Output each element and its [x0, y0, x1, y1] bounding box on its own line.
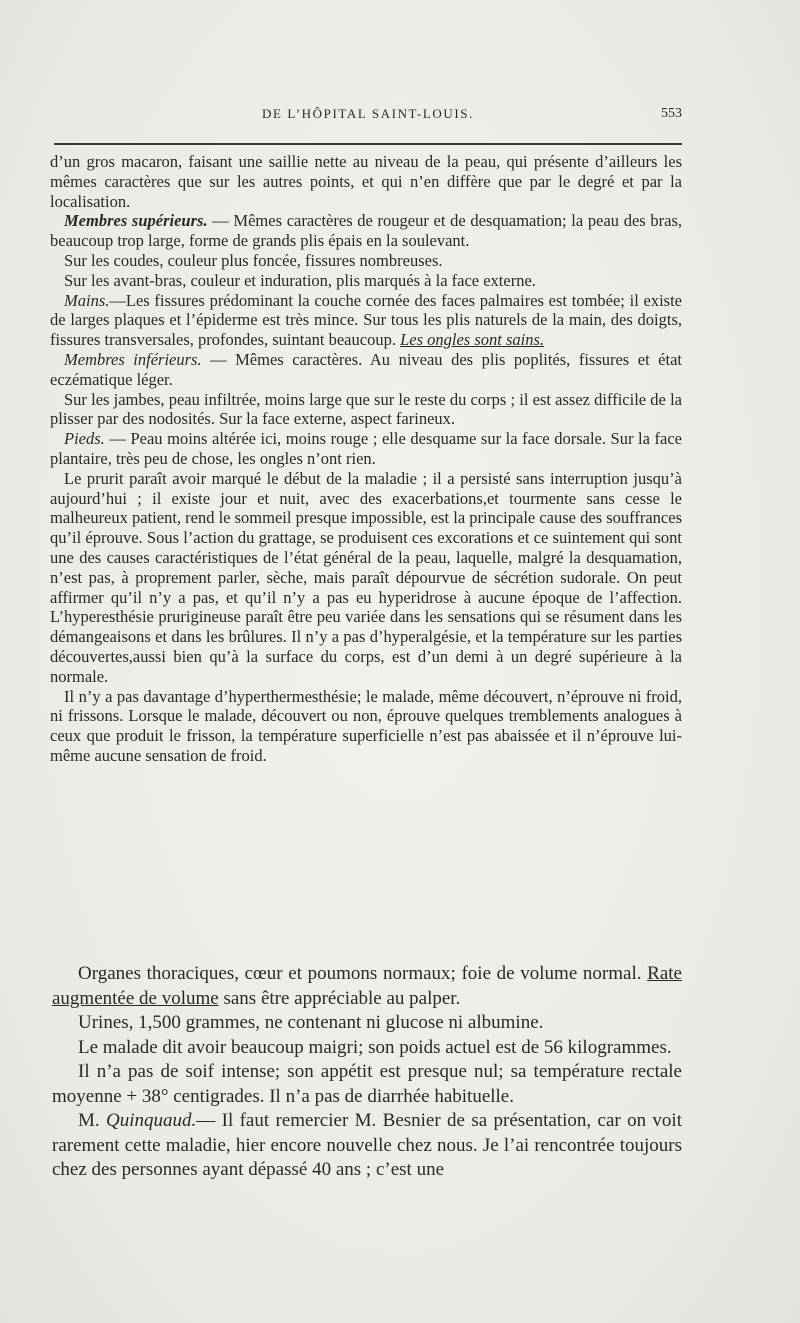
header-rule [54, 143, 682, 145]
section-heading: Pieds. [64, 429, 105, 449]
paragraph-urines: Urines, 1,500 grammes, ne contenant ni glucose ni albumine. [78, 1012, 544, 1033]
clinical-description [50, 152, 682, 766]
paragraph-text: sans être appréciable au palper. [218, 987, 461, 1009]
paragraph-coudes: Sur les coudes, couleur plus foncée, fissures nombreuses. [64, 250, 443, 270]
underlined-text: Rate augmentée de volume [52, 963, 682, 1009]
section-heading: Membres inférieurs. [64, 349, 202, 369]
section-heading: Mains. [64, 290, 110, 310]
paragraph-text: — Mêmes caractères. Au niveau des plis poplités, fissures et état eczématique léger. [50, 349, 682, 389]
paragraph-temperature: Il n’a pas de soif intense; son appétit est presque nul; sa température rectale moyenne + 38° centigrades. Il n’a pas de diarrhée habituelle. [52, 1061, 682, 1107]
underlined-text: Les ongles sont sains. [400, 330, 545, 350]
paragraph-poids: Le malade dit avoir beaucoup maigri; son poids actuel est de 56 kilogrammes. [78, 1036, 672, 1058]
paragraph-prurit: Le prurit paraît avoir marqué le début de la maladie ; il a persisté sans interruption jusqu’à aujourd’hui ; il existe jour et nuit, avec des exacerbations,et tourmente sans cesse le malheureux patient, rend le sommeil presque impossible, est la principale cause des souffrances qu’il éprouve. Sous l’action du grattage, se produisent ces excorations et ce suintement qui sont une des causes caractéristiques de l’état général de la peau, laquelle, malgré la desquamation, n’est pas, à proprement parler, sèche, mais paraît dépourvue de sécrétion sudorale. On peut affirmer qu’il n’y a pas, et qu’il n’y a pas eu hyperidrose à aucune époque de l’affection. L’hyperesthésie prurigineuse paraît être peu variée dans les sensations qui se résument dans les démangeaisons et dans les brûlures. Il n’y a pas d’hyperalgésie, et la température sur les parties découvertes,aussi bien qu’à la surface du corps, est d’un demi à un degré supérieure à la normale. [50, 468, 682, 686]
paragraph-text: — Mêmes caractères de rougeur et de desquamation; la peau des bras, beaucoup trop large, forme de grands plis épais en la soulevant. [50, 211, 682, 251]
paragraph-text: — Peau moins altérée ici, moins rouge ; elle desquame sur la face dorsale. Sur la face plantaire, très peu de chose, les ongles n’ont rien. [50, 429, 682, 468]
speaker-name: Quinquaud. [106, 1110, 197, 1131]
paragraph-hyperthermesthesie: Il n’y a pas davantage d’hyperthermesthésie; le malade, même découvert, n’éprouve ni froid, ni frissons. Lorsque le malade, découvert ou non, éprouve quelques tremblements analogues à ceux que produit le frisson, la température superficielle n’est pas abaissée et il n’éprouve lui-même aucune sensation de froid. [50, 686, 682, 765]
paragraph-jambes: Sur les jambes, peau infiltrée, moins large que sur le reste du corps ; il est assez difficile de la plisser par des nodosités. Sur la face externe, aspect farineux. [50, 389, 682, 429]
paragraph-text: Organes thoraciques, cœur et poumons normaux; foie de volume normal. [78, 963, 648, 984]
paragraph-mains [50, 291, 682, 350]
paragraph-membres-inferieurs [50, 350, 682, 390]
page-number: 553 [661, 106, 682, 121]
paragraph-avant-bras: Sur les avant-bras, couleur et induration, plis marqués à la face externe. [64, 270, 536, 290]
paragraph-macaron: d’un gros macaron, faisant une saillie nette au niveau de la peau, qui présente d’ailleurs les mêmes caractères que sur les autres points, et qui n’en diffère que par le degré et par la localisation. [50, 152, 682, 211]
paragraph-text: — Il faut remercier M. Besnier de sa présentation, car on voit rarement cette maladie, hier encore nouvelle chez nous. Je l’ai rencontrée toujours chez des personnes ayant dépassé 40 ans ; c’est une [52, 1110, 682, 1180]
paragraph-text: —Les fissures prédominant la couche cornée des faces palmaires est tombée; il existe de larges plaques et l’épiderme est très mince. Sur tous les plis naturels de la main, des doigts, fissures transversales, profondes, suintant beaucoup. [50, 290, 682, 350]
observations-text [52, 962, 682, 1183]
section-heading: Membres supérieurs. [64, 211, 208, 231]
paragraph-quinquaud [52, 1109, 682, 1183]
paragraph-text: M. [78, 1110, 107, 1131]
paragraph-membres-superieurs [50, 211, 682, 251]
paragraph-organes [52, 962, 682, 1011]
paragraph-pieds [50, 429, 682, 469]
page-header [54, 106, 682, 126]
running-title: DE L’HÔPITAL SAINT-LOUIS. [262, 106, 474, 121]
